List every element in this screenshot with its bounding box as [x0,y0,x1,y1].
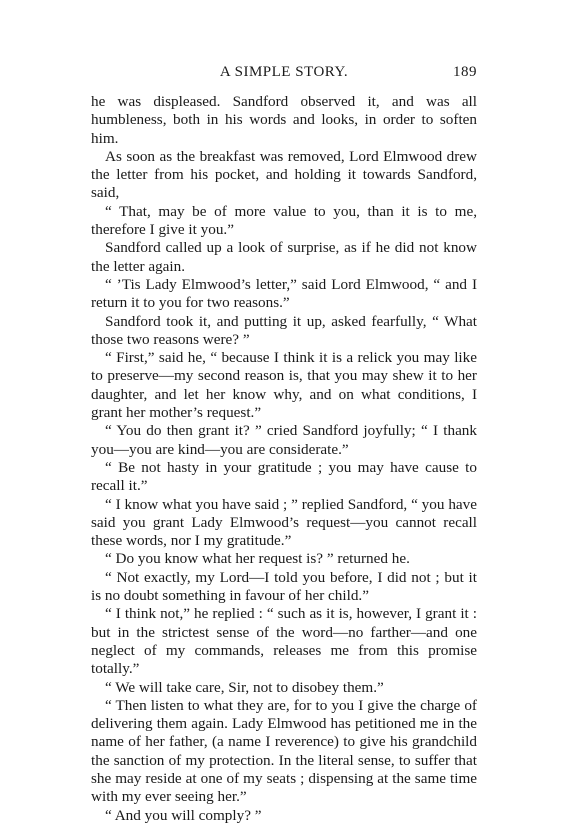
paragraph: he was displeased. Sandford observed it, and was all humbleness, both in his words and looks, in order to soften him. [91,93,477,147]
book-page [91,64,477,825]
paragraph: As soon as the breakfast was removed, Lord Elmwood drew the letter from his pocket, and holding it towards Sandford, said, [91,147,477,202]
paragraph: “ That, may be of more value to you, than it is to me, therefore I give it you.” [91,202,477,239]
paragraph: “ Be not hasty in your gratitude ; you may have cause to recall it.” [91,458,477,495]
paragraph: “ And you will comply? ” [105,806,262,824]
running-title: A SIMPLE STORY. [219,64,349,80]
page-number: 189 [453,64,477,80]
paragraph: “ First,” said he, “ because I think it is a relick you may like to preserve—my second reason is, that you may shew it to her daughter, and let her know why, and on what conditions, I grant her mother’s request.” [91,349,477,422]
paragraph: Sandford took it, and putting it up, asked fearfully, “ What those two reasons were? ” [91,312,477,348]
paragraph: “ You do then grant it? ” cried Sandford joyfully; “ I thank you—you are kind—you are considerate.” [91,422,477,458]
paragraph: “ I think not,” he replied : “ such as it is, however, I grant it : but in the strictest sense of the word—no farther—and one neglect of my commands, releases me from this promise totally.” [91,605,477,678]
paragraph: “ Not exactly, my Lord—I told you before, I did not ; but it is no doubt something in favour of her child.” [91,568,477,605]
body-text [91,93,477,825]
paragraph: “ ’Tis Lady Elmwood’s letter,” said Lord Elmwood, “ and I return it to you for two reasons.” [91,275,477,312]
paragraph: Sandford called up a look of surprise, as if he did not know the letter again. [91,239,477,275]
paragraph: “ Do you know what her request is? ” returned he. [105,550,410,568]
paragraph: “ Then listen to what they are, for to you I give the charge of delivering them again. Lady Elmwood has petitioned me in the name of her father, (a name I reverence) to give his grandchild the sanction of my protection. In the literal sense, to suffer that she may reside at one of my seats ; dispensing at the same time with my ever seeing her.” [91,696,477,806]
paragraph: “ I know what you have said ; ” replied Sandford, “ you have said you grant Lady Elmwood’s request—you cannot recall these words, nor I my gratitude.” [91,495,477,550]
page-header [91,64,477,86]
paragraph: “ We will take care, Sir, not to disobey them.” [105,678,384,696]
